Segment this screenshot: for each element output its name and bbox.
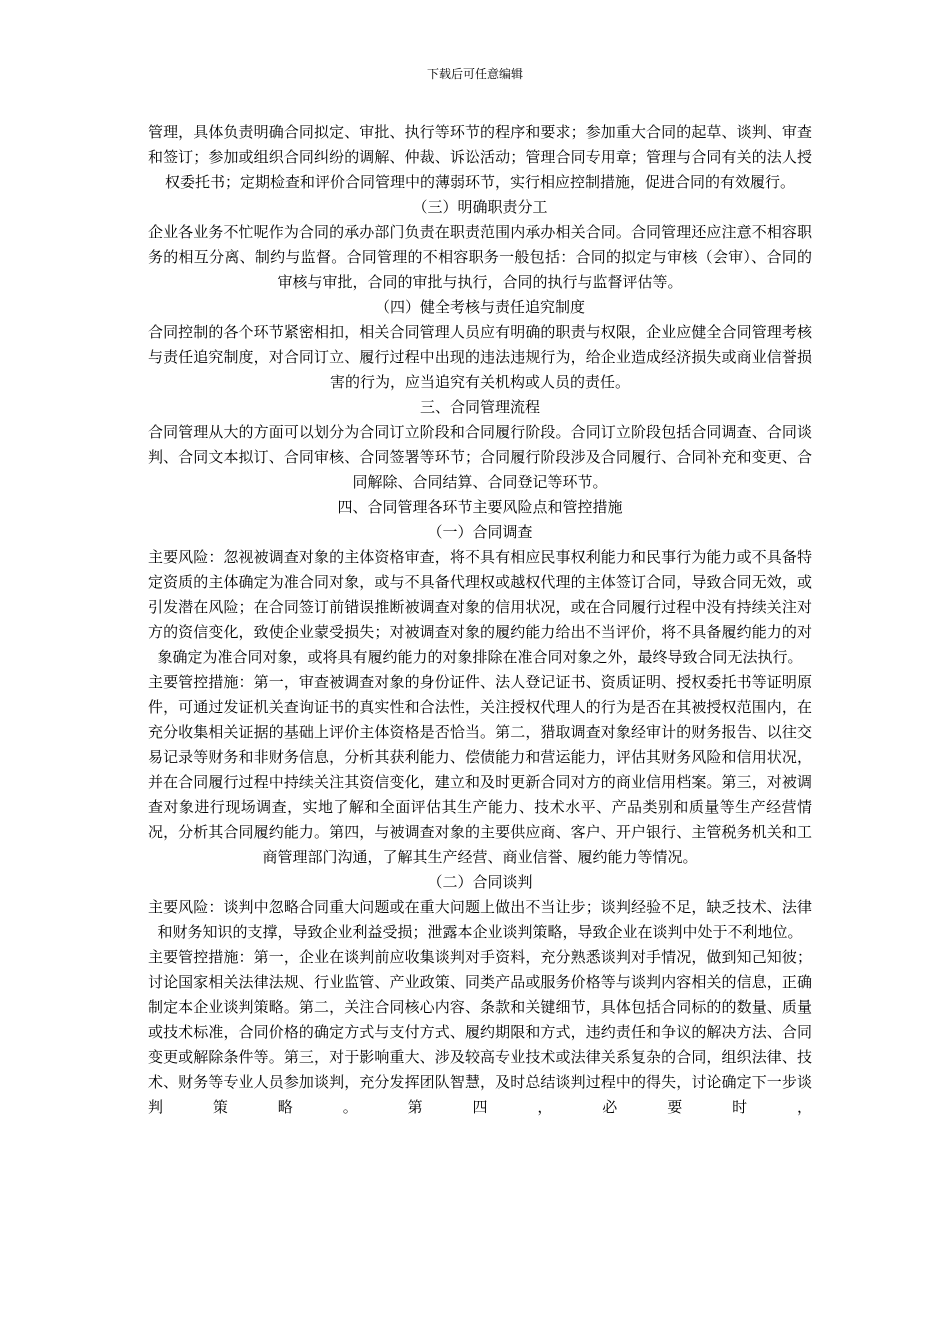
- section-heading: （二）合同谈判: [427, 873, 533, 891]
- paragraph: 主要管控措施：第一，企业在谈判前应收集谈判对手资料，充分熟悉谈判对手情况，做到知己知彼；讨论国家相关法律法规、行业监管、产业政策、同类产品或服务价格等与谈判内容相关的信息，正确制定本企业谈判策略。第二，关注合同核心内容、条款和关键细节，具体包括合同标的的数量、质量或技术标准，合同价格的确定方式与支付方式、履约期限和方式，违约责任和争议的解决方法、合同变更或解除条件等。第三，对于影响重大、涉及较高专业技术或法律关系复杂的合同，组织法律、技术、财务等专业人员参加谈判，充分发挥团队智慧，及时总结谈判过程中的得失，讨论确定下一步谈判策略。第四，必要时，: [148, 948, 812, 1116]
- paragraph: 合同管理从大的方面可以划分为合同订立阶段和合同履行阶段。合同订立阶段包括合同调查、合同谈判、合同文本拟订、合同审核、合同签署等环节；合同履行阶段涉及合同履行、合同补充和变更、合同解除、合同结算、合同登记等环节。: [148, 423, 812, 491]
- document-body: [148, 120, 812, 1120]
- page-header: 下载后可任意编辑: [426, 67, 523, 81]
- paragraph: 主要风险：忽视被调查对象的主体资格审查，将不具有相应民事权利能力和民事行为能力或不具备特定资质的主体确定为准合同对象，或与不具备代理权或越权代理的主体签订合同，导致合同无效，或引发潜在风险；在合同签订前错误推断被调查对象的信用状况，或在合同履行过程中没有持续关注对方的资信变化，致使企业蒙受损失；对被调查对象的履约能力给出不当评价，将不具备履约能力的对象确定为准合同对象，或将具有履约能力的对象排除在准合同对象之外，最终导致合同无法执行。: [148, 548, 812, 666]
- section-heading: （一）合同调查: [427, 523, 533, 541]
- section-heading: 三、合同管理流程: [419, 398, 540, 416]
- paragraph: 合同控制的各个环节紧密相扣，相关合同管理人员应有明确的职责与权限，企业应健全合同管理考核与责任追究制度，对合同订立、履行过程中出现的违法违规行为，给企业造成经济损失或商业信誉损害的行为，应当追究有关机构或人员的责任。: [148, 323, 812, 391]
- paragraph: 企业各业务不忙呢作为合同的承办部门负责在职责范围内承办相关合同。合同管理还应注意不相容职务的相互分离、制约与监督。合同管理的不相容职务一般包括：合同的拟定与审核（会审）、合同的审核与审批，合同的审批与执行，合同的执行与监督评估等。: [148, 223, 812, 291]
- section-heading: 四、合同管理各环节主要风险点和管控措施: [337, 498, 623, 516]
- section-heading: （三）明确职责分工: [412, 198, 548, 216]
- paragraph: 主要管控措施：第一，审查被调查对象的身份证件、法人登记证书、资质证明、授权委托书等证明原件，可通过发证机关查询证书的真实性和合法性，关注授权代理人的行为是否在其被授权范围内，在充分收集相关证据的基础上评价主体资格是否恰当。第二，猎取调查对象经审计的财务报告、以往交易记录等财务和非财务信息，分析其获利能力、偿债能力和营运能力，评估其财务风险和信用状况，并在合同履行过程中持续关注其资信变化，建立和及时更新合同对方的商业信用档案。第三，对被调查对象进行现场调查，实地了解和全面评估其生产能力、技术水平、产品类别和质量等生产经营情况，分析其合同履约能力。第四，与被调查对象的主要供应商、客户、开户银行、主管税务机关和工商管理部门沟通，了解其生产经营、商业信誉、履约能力等情况。: [148, 673, 812, 866]
- paragraph: 主要风险：谈判中忽略合同重大问题或在重大问题上做出不当让步；谈判经验不足，缺乏技术、法律和财务知识的支撑，导致企业利益受损；泄露本企业谈判策略，导致企业在谈判中处于不利地位。: [148, 898, 812, 941]
- paragraph: 管理，具体负责明确合同拟定、审批、执行等环节的程序和要求；参加重大合同的起草、谈判、审查和签订；参加或组织合同纠纷的调解、仲裁、诉讼活动；管理合同专用章；管理与合同有关的法人授权委托书；定期检查和评价合同管理中的薄弱环节，实行相应控制措施，促进合同的有效履行。: [148, 123, 812, 191]
- section-heading: （四）健全考核与责任追究制度: [374, 298, 585, 316]
